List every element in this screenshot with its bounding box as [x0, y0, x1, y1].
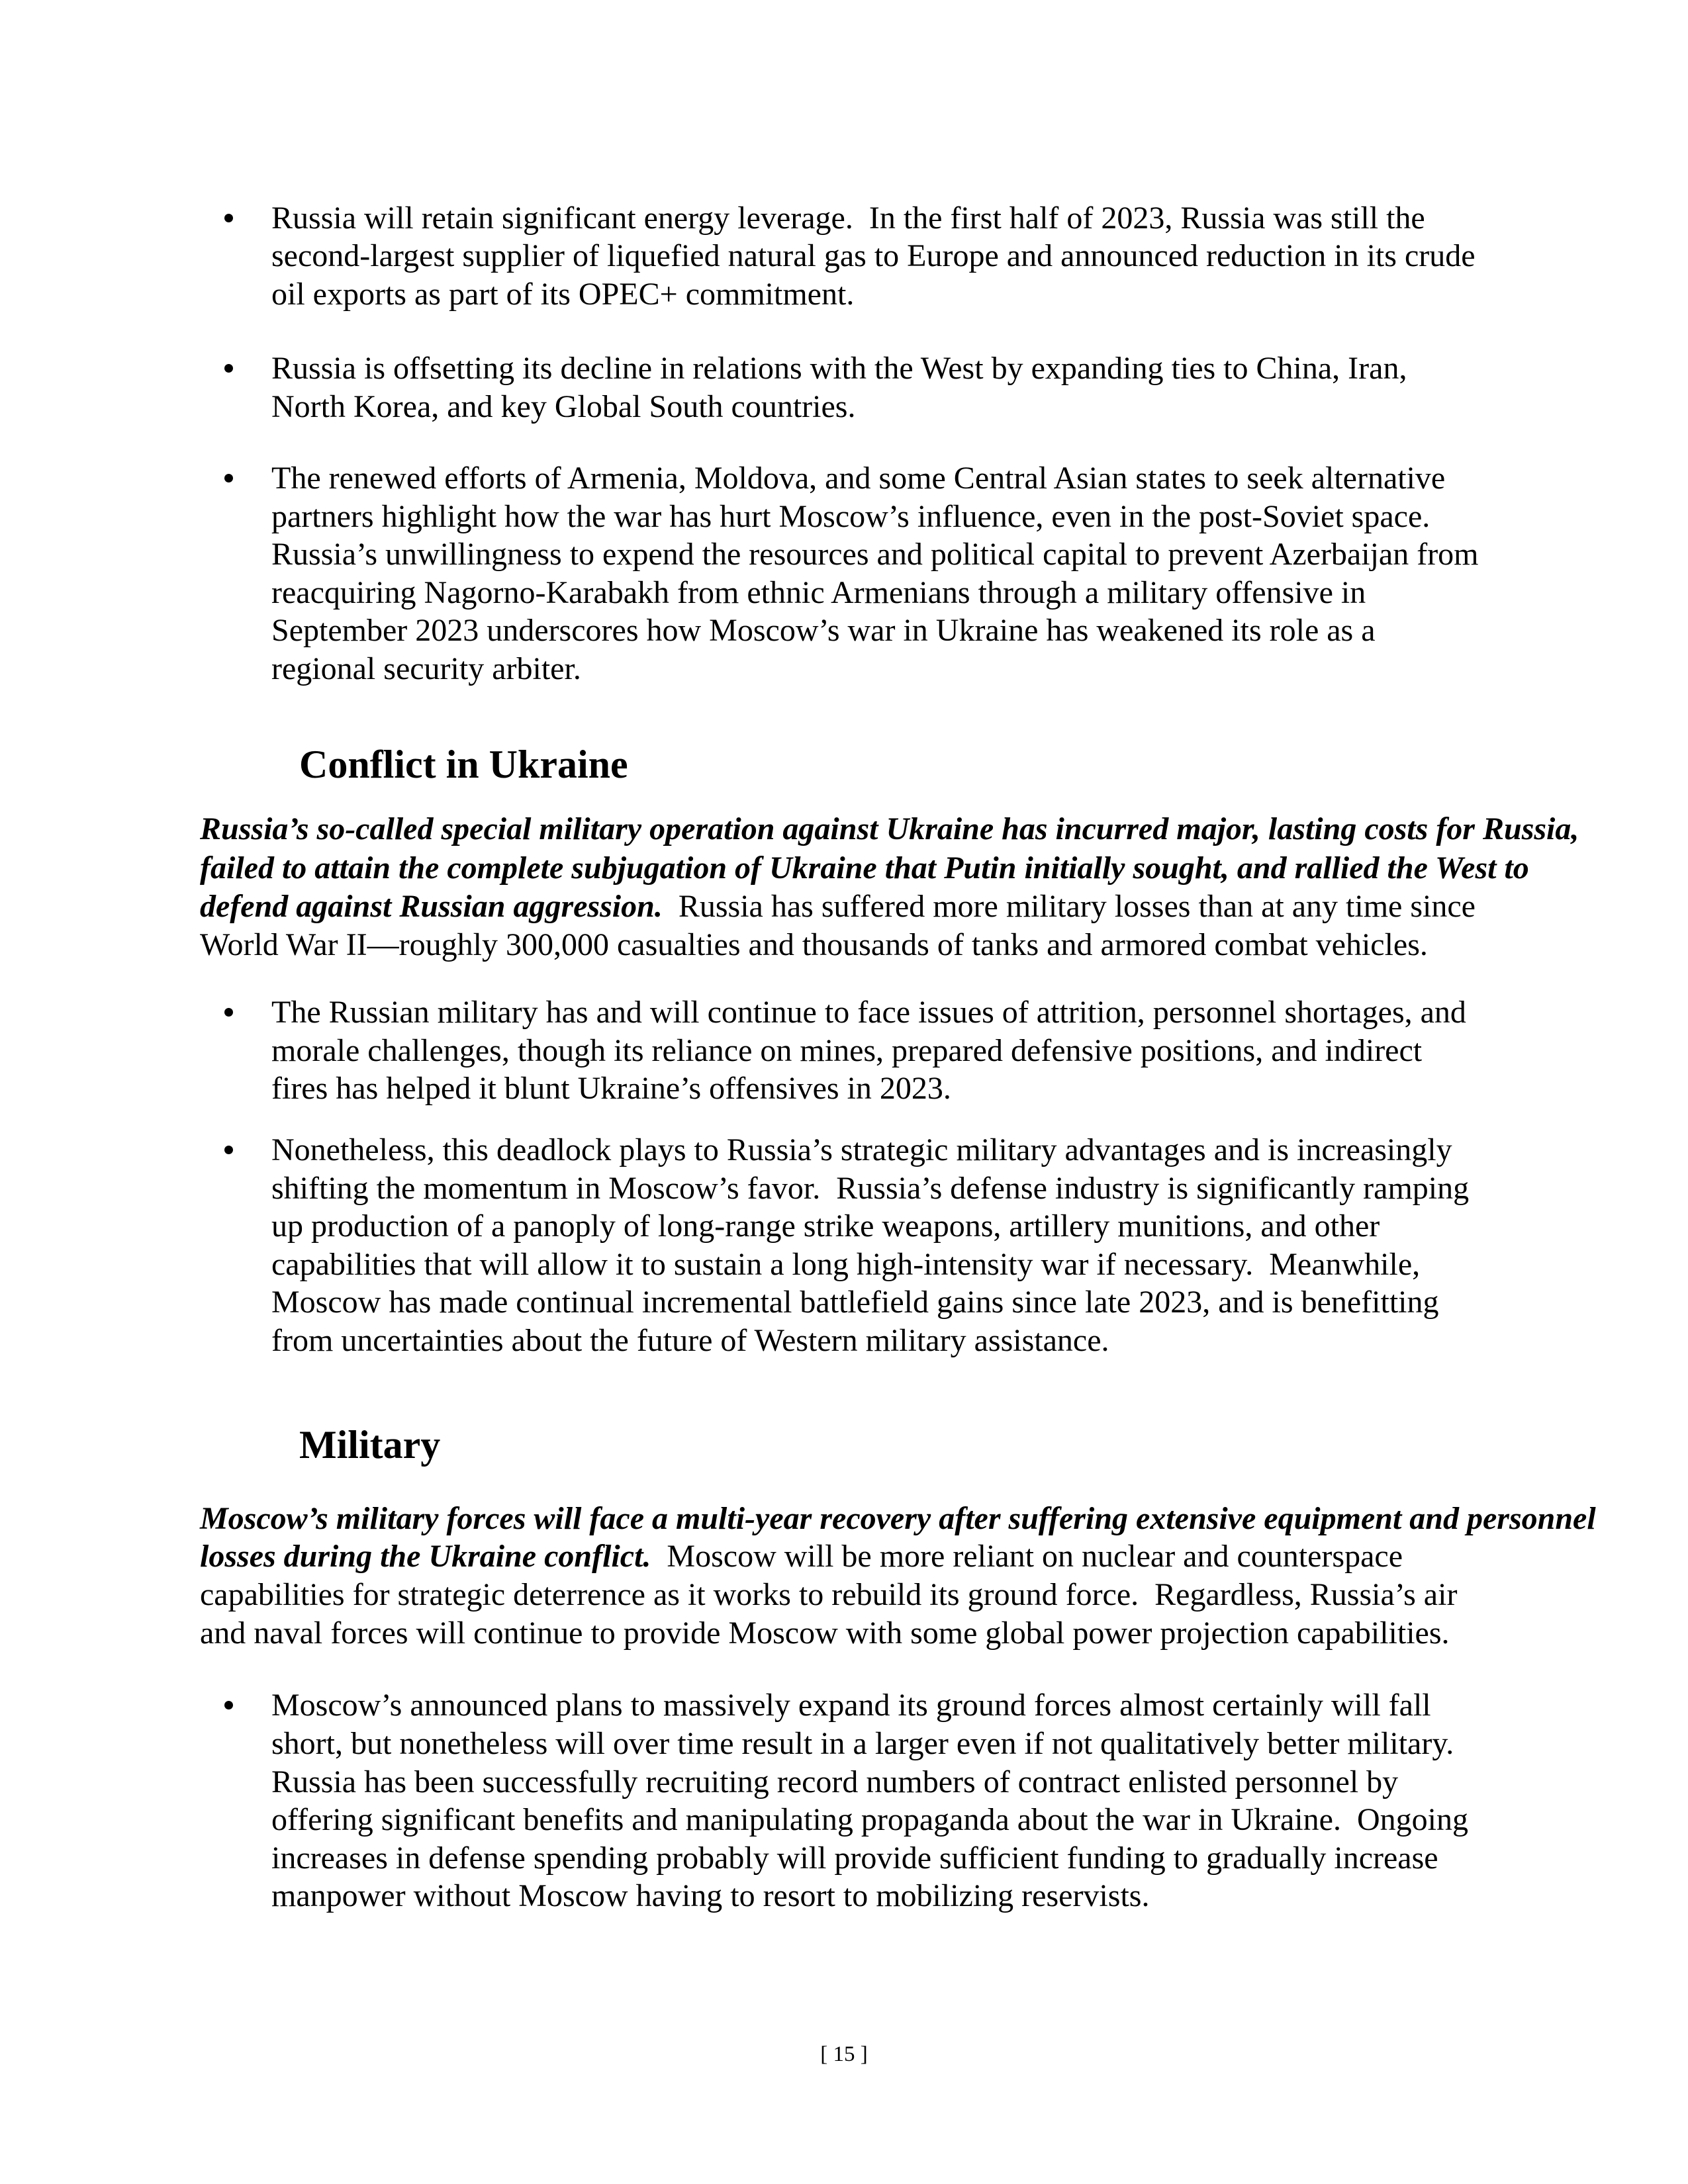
text-line	[200, 1579, 1457, 1611]
page-number: [ 15 ]	[820, 2042, 868, 2066]
lead-sentence: failed to attain the complete subjugation of Ukraine that Putin initially sought, and rallied the West to	[200, 850, 1529, 886]
text-line	[271, 1134, 1452, 1166]
text-line	[200, 1541, 1403, 1572]
text-line	[271, 539, 1479, 570]
section-heading: Conflict in Ukraine	[299, 743, 628, 786]
text-line	[271, 203, 1425, 234]
text-run: from uncertainties about the future of Western military assistance.	[271, 1323, 1109, 1358]
text-run: Russia will retain significant energy leverage. In the first half of 2023, Russia was still the	[271, 201, 1425, 236]
text-run: Russia has suffered more military losses than at any time since	[662, 889, 1476, 924]
text-run: North Korea, and key Global South countries.	[271, 389, 856, 424]
bullet-icon	[224, 474, 233, 482]
text-run: oil exports as part of its OPEC+ commitment.	[271, 277, 855, 312]
text-run: September 2023 underscores how Moscow’s war in Ukraine has weakened its role as a	[271, 613, 1376, 648]
lead-sentence: defend against Russian aggression.	[200, 889, 663, 924]
text-line	[271, 1210, 1380, 1242]
text-line	[271, 1325, 1109, 1357]
text-line	[200, 929, 1428, 961]
text-run: Russia’s unwillingness to expend the resources and political capital to prevent Azerbaijan from	[271, 537, 1479, 572]
text-run: and naval forces will continue to provide Moscow with some global power projection capabilities.	[200, 1615, 1450, 1651]
text-run: Moscow has made continual incremental battlefield gains since late 2023, and is benefitting	[271, 1285, 1439, 1320]
text-line	[271, 240, 1476, 272]
text-line	[271, 1690, 1431, 1721]
text-run: fires has helped it blunt Ukraine’s offensives in 2023.	[271, 1071, 951, 1106]
text-line	[271, 1287, 1438, 1318]
text-run: capabilities for strategic deterrence as it works to rebuild its ground force. Regardless, Russia’s air	[200, 1577, 1458, 1612]
text-line	[271, 353, 1407, 385]
text-line	[271, 463, 1445, 494]
text-run: up production of a panoply of long-range strike weapons, artillery munitions, and other	[271, 1208, 1380, 1244]
lead-sentence: Russia’s so-called special military operation against Ukraine has incurred major, lasting costs for Russia,	[200, 811, 1579, 846]
text-line	[200, 852, 1529, 884]
text-line	[200, 1503, 1596, 1535]
text-run: shifting the momentum in Moscow’s favor. Russia’s defense industry is significantly ramping	[271, 1171, 1470, 1206]
text-run: capabilities that will allow it to sustain a long high-intensity war if necessary. Meanwhile,	[271, 1247, 1421, 1282]
text-run: Moscow’s announced plans to massively expand its ground forces almost certainly will fall	[271, 1688, 1431, 1723]
lead-sentence: losses during the Ukraine conflict.	[200, 1539, 651, 1574]
text-run: World War II—roughly 300,000 casualties and thousands of tanks and armored combat vehicles.	[200, 927, 1428, 962]
text-run: reacquiring Nagorno-Karabakh from ethnic Armenians through a military offensive in	[271, 575, 1366, 610]
text-line	[271, 1804, 1468, 1836]
text-line	[271, 1173, 1469, 1205]
text-line	[271, 997, 1466, 1028]
bullet-icon	[224, 1008, 233, 1017]
text-line	[271, 1035, 1422, 1067]
text-run: The Russian military has and will continue to face issues of attrition, personnel shortages, and	[271, 995, 1466, 1030]
text-line	[271, 1880, 1149, 1912]
text-line	[271, 501, 1430, 533]
text-line	[271, 1073, 951, 1105]
text-run: partners highlight how the war has hurt Moscow’s influence, even in the post-Soviet space.	[271, 499, 1430, 534]
text-run: Russia is offsetting its decline in relations with the West by expanding ties to China, Iran,	[271, 351, 1407, 386]
text-line	[271, 391, 855, 423]
text-line	[271, 1728, 1454, 1760]
text-line	[271, 1766, 1398, 1798]
bullet-icon	[224, 214, 233, 222]
text-line	[271, 577, 1366, 609]
text-line	[271, 1843, 1438, 1874]
text-run: Moscow will be more reliant on nuclear and counterspace	[651, 1539, 1403, 1574]
section-heading: Military	[299, 1423, 441, 1467]
text-line	[200, 1617, 1450, 1649]
text-run: regional security arbiter.	[271, 651, 581, 686]
text-run: manpower without Moscow having to resort to mobilizing reservists.	[271, 1878, 1150, 1913]
text-run: second-largest supplier of liquefied natural gas to Europe and announced reduction in its crude	[271, 238, 1476, 273]
text-line	[271, 653, 581, 685]
text-line	[271, 615, 1376, 647]
bullet-icon	[224, 1701, 233, 1709]
text-run: morale challenges, though its reliance on mines, prepared defensive positions, and indirect	[271, 1033, 1423, 1068]
text-line	[271, 1249, 1420, 1281]
text-run: offering significant benefits and manipulating propaganda about the war in Ukraine. Ongoing	[271, 1802, 1468, 1837]
text-line	[271, 279, 854, 310]
text-run: increases in defense spending probably will provide sufficient funding to gradually increase	[271, 1841, 1438, 1876]
text-run: Nonetheless, this deadlock plays to Russia’s strategic military advantages and is increasingly	[271, 1132, 1452, 1167]
text-run: The renewed efforts of Armenia, Moldova, and some Central Asian states to seek alternative	[271, 461, 1446, 496]
bullet-icon	[224, 364, 233, 373]
bullet-icon	[224, 1146, 233, 1154]
lead-sentence: Moscow’s military forces will face a multi-year recovery after suffering extensive equipment and personnel	[200, 1501, 1596, 1536]
text-line	[200, 891, 1476, 923]
text-run: Russia has been successfully recruiting record numbers of contract enlisted personnel by	[271, 1764, 1399, 1799]
text-line	[200, 813, 1579, 845]
text-run: short, but nonetheless will over time result in a larger even if not qualitatively better military.	[271, 1726, 1454, 1761]
